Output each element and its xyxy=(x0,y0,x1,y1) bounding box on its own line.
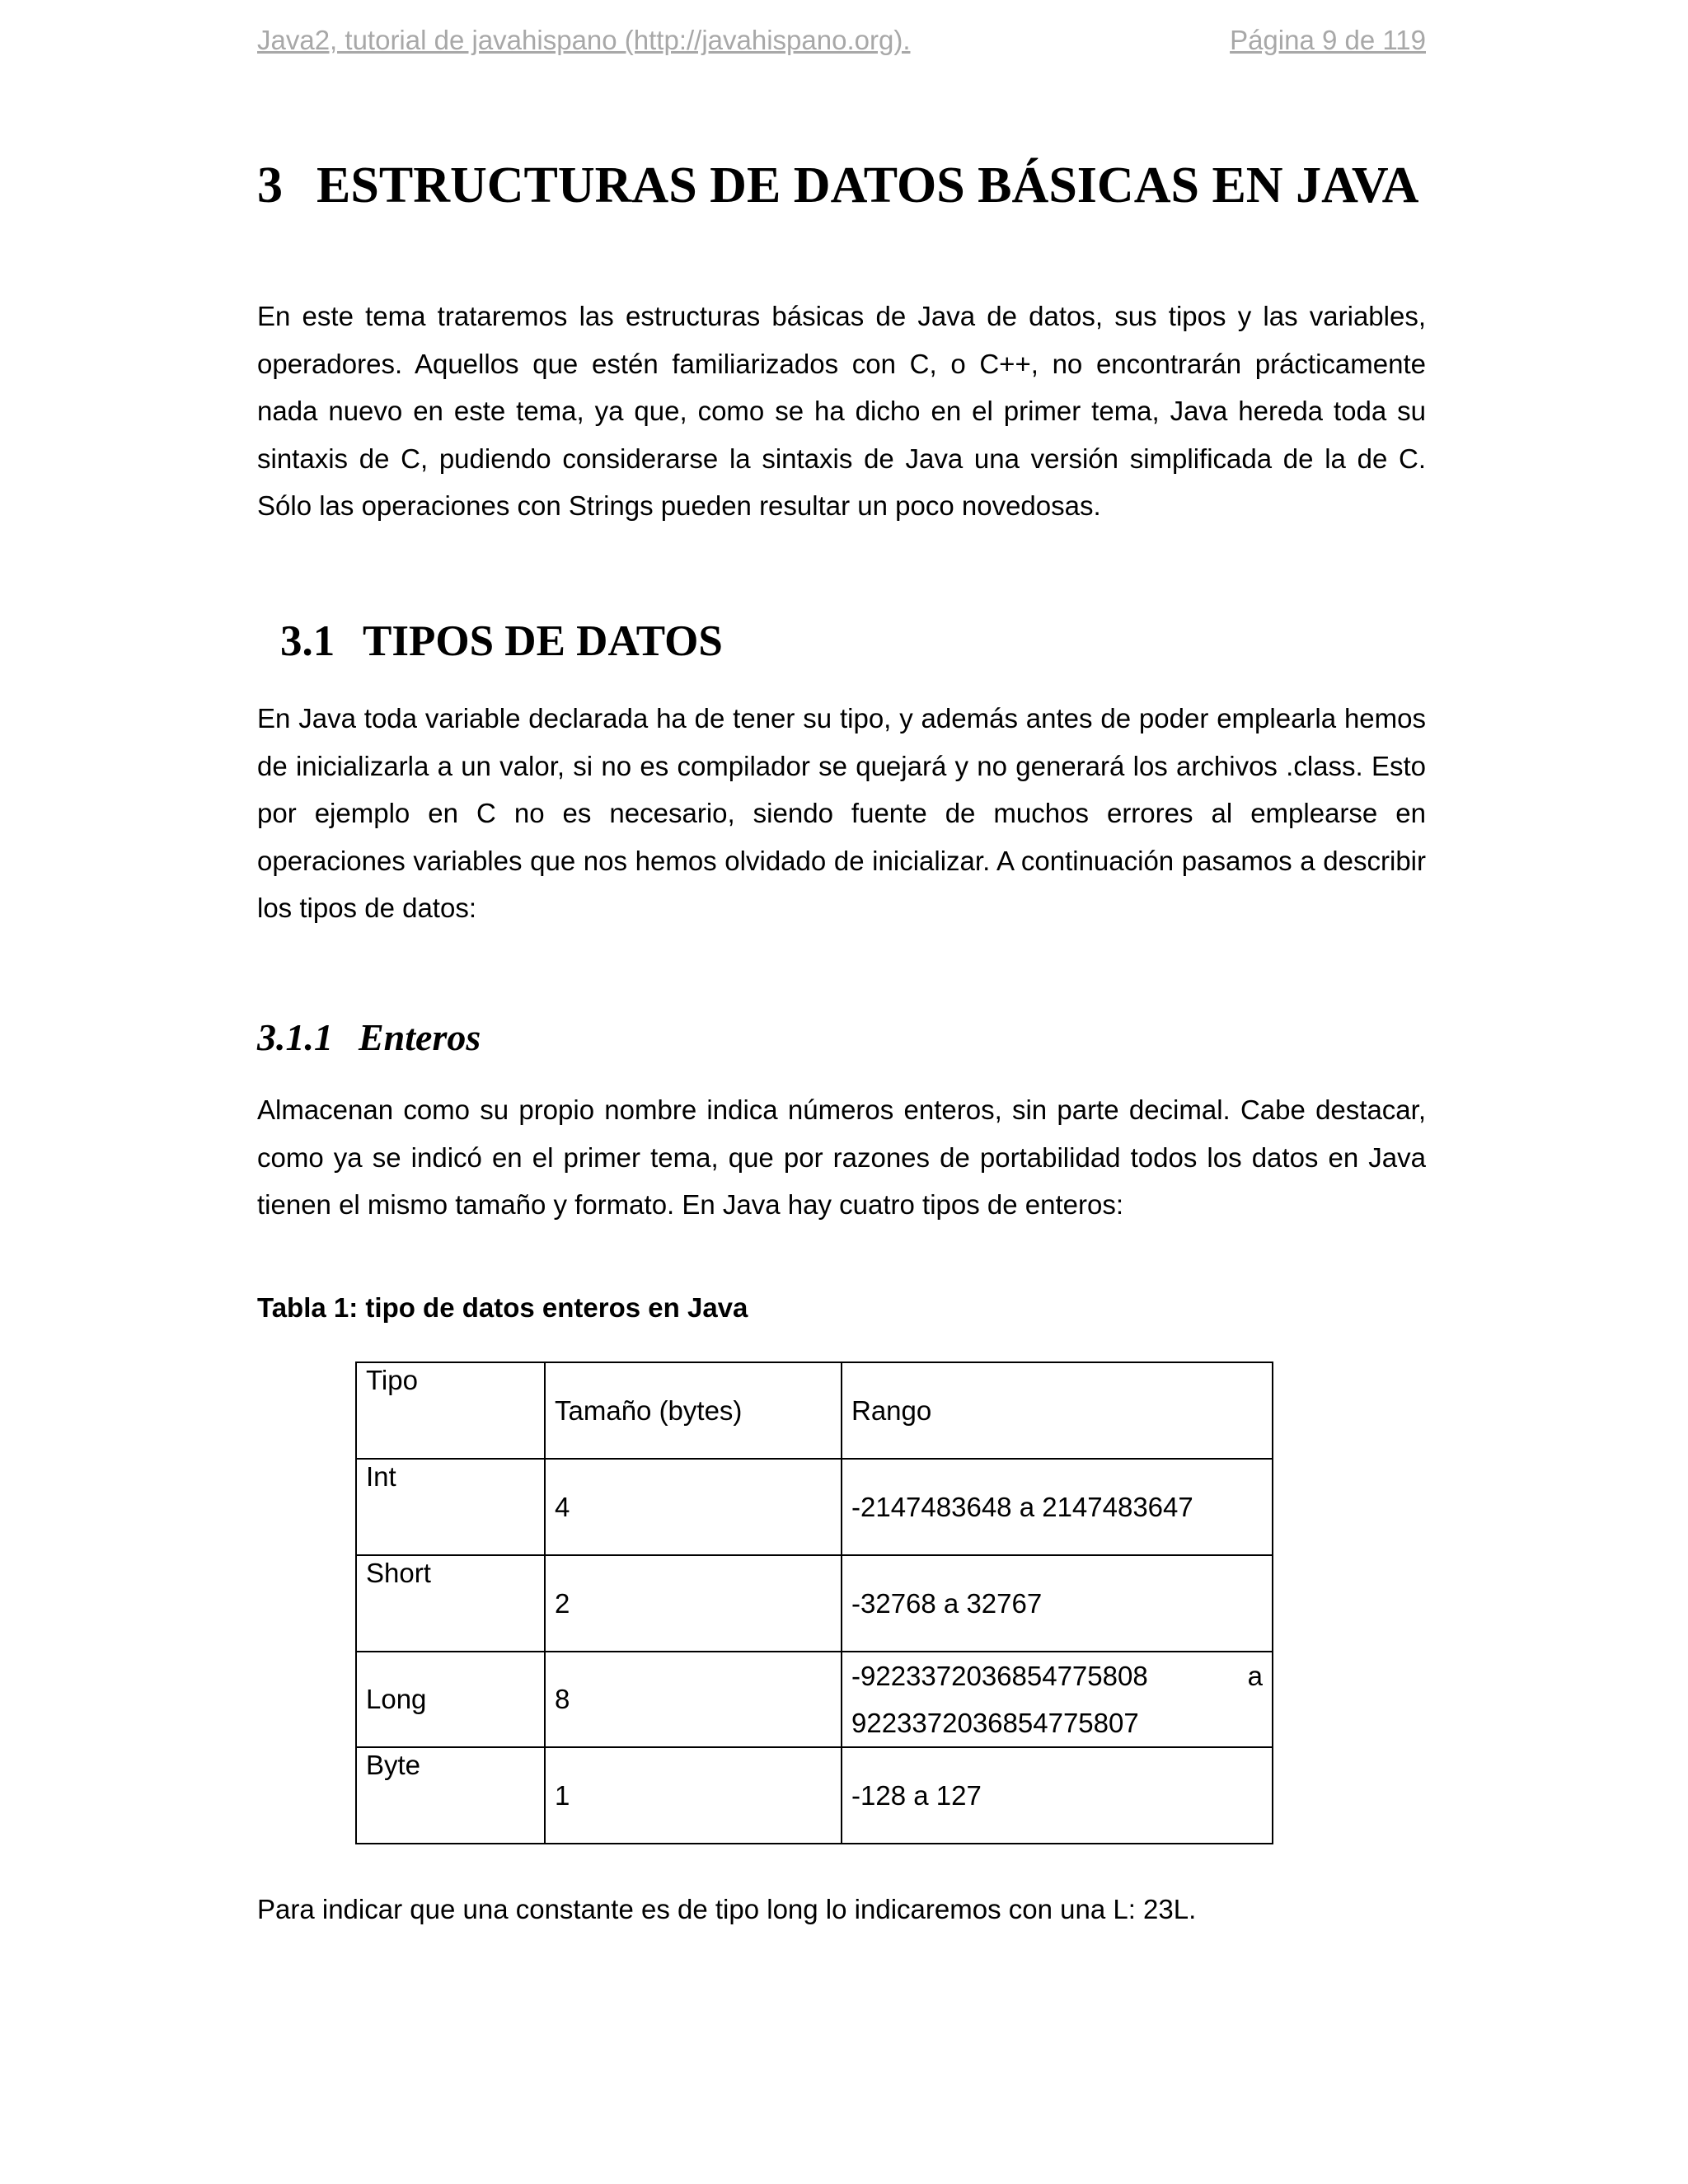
rango-line-1 xyxy=(851,1652,1263,1699)
table-header-row xyxy=(356,1362,1273,1459)
rango-max: 9223372036854775807 xyxy=(851,1708,1139,1738)
subsection-paragraph: En Java toda variable declarada ha de tener su tipo, y además antes de poder emplearla hemos de inicializarla a un valor, si no es compilador se quejará y no generará los archivos .class. Esto por ejemplo en C no es necesario, siendo fuente de muchos errores al emplearse en operaciones variables que nos hemos olvidado de inicializar. A continuación pasamos a describir los tipos de datos: xyxy=(257,703,1426,923)
subsubsection-number: 3.1.1 xyxy=(257,1016,333,1058)
rango-separator: a xyxy=(1247,1661,1263,1691)
header-page-number: Página 9 de 119 xyxy=(1230,25,1426,55)
table-cell-rango: -2147483648 a 2147483647 xyxy=(842,1459,1273,1555)
rango-min: -9223372036854775808 xyxy=(851,1661,1148,1691)
section-number: 3 xyxy=(257,157,283,213)
table-cell-rango: -128 a 127 xyxy=(842,1747,1273,1844)
page-header xyxy=(257,25,1426,66)
intro-paragraph: En este tema trataremos las estructuras básicas de Java de datos, sus tipos y las variables, operadores. Aquellos que estén familiarizados con C, o C++, no encontrarán prácticamente nada nuevo en este tema, ya que, como se ha dicho en el primer tema, Java hereda toda su sintaxis de C, pudiendo considerarse la sintaxis de Java una versión simplificada de la de C. Sólo las operaciones con Strings pueden resultar un poco novedosas. xyxy=(257,301,1426,521)
integer-types-table xyxy=(355,1361,1273,1844)
table-row xyxy=(356,1747,1273,1844)
table-cell-tipo: Short xyxy=(356,1555,545,1652)
table-caption: Tabla 1: tipo de datos enteros en Java xyxy=(257,1292,748,1323)
subsection-title: TIPOS DE DATOS xyxy=(363,617,723,665)
table-header-cell: Rango xyxy=(842,1362,1273,1459)
table-cell-tipo: Long xyxy=(356,1652,545,1747)
subsubsection-paragraph: Almacenan como su propio nombre indica números enteros, sin parte decimal. Cabe destacar, como ya se indicó en el primer tema, que por razones de portabilidad todos los datos en Java tienen el mismo tamaño y formato. En Java hay cuatro tipos de enteros: xyxy=(257,1094,1426,1220)
section-heading xyxy=(257,157,1418,215)
header-source-link[interactable]: Java2, tutorial de javahispano (http://javahispano.org). xyxy=(257,25,911,55)
closing-paragraph: Para indicar que una constante es de tipo long lo indicaremos con una L: 23L. xyxy=(257,1894,1197,1924)
table-row xyxy=(356,1555,1273,1652)
table-cell-size: 8 xyxy=(545,1652,842,1747)
section-title: ESTRUCTURAS DE DATOS BÁSICAS EN JAVA xyxy=(316,157,1419,213)
table-cell-rango xyxy=(842,1652,1273,1747)
table-cell-size: 4 xyxy=(545,1459,842,1555)
table-row xyxy=(356,1652,1273,1747)
table-cell-size: 1 xyxy=(545,1747,842,1844)
subsection-number: 3.1 xyxy=(280,617,335,665)
table-cell-size: 2 xyxy=(545,1555,842,1652)
table-cell-tipo: Byte xyxy=(356,1747,545,1844)
subsubsection-title: Enteros xyxy=(359,1016,481,1058)
table-header-cell: Tamaño (bytes) xyxy=(545,1362,842,1459)
table-row xyxy=(356,1459,1273,1555)
subsubsection-heading xyxy=(257,1015,481,1059)
subsection-heading xyxy=(280,616,723,666)
table-cell-tipo: Int xyxy=(356,1459,545,1555)
table-header-cell: Tipo xyxy=(356,1362,545,1459)
table-cell-rango: -32768 a 32767 xyxy=(842,1555,1273,1652)
